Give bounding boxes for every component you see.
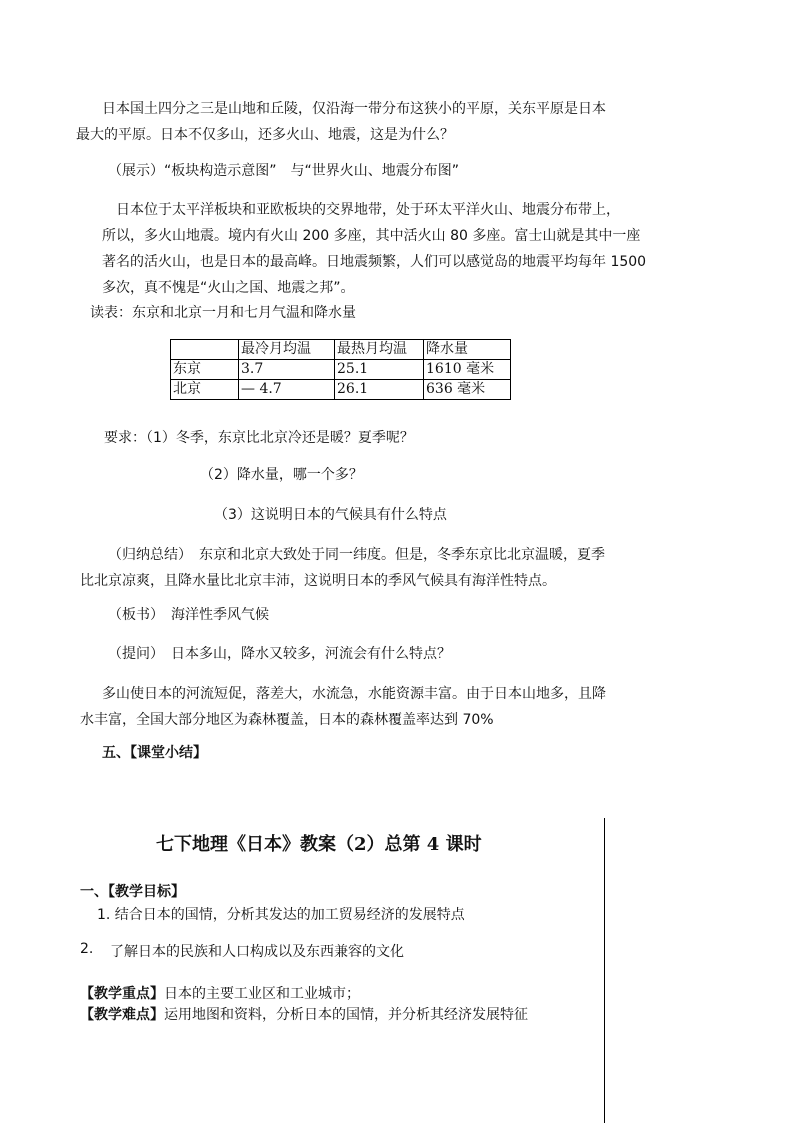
table-cell: 636 毫米 — [424, 380, 511, 400]
text-line: （归纳总结） 东京和北京大致处于同一纬度。但是，冬季东京比北京温暖，夏季 — [108, 547, 605, 563]
table-cell: 1610 毫米 — [424, 360, 511, 380]
table-row — [171, 380, 511, 400]
table-header-cell: 降水量 — [424, 340, 511, 360]
goals-heading: 一、【教学目标】 — [80, 884, 185, 900]
board-note: （板书） 海洋性季风气候 — [108, 607, 269, 623]
table-cell: 北京 — [171, 380, 239, 400]
plate-paragraph — [102, 197, 647, 301]
intro-paragraph — [76, 96, 622, 148]
goal-2: 了解日本的民族和人口构成以及东西兼容的文化 — [110, 944, 404, 960]
lesson-title: 七下地理《日本》教案（2）总第 4 课时 — [156, 834, 482, 855]
key-point-label: 【教学重点】 — [80, 986, 164, 1002]
section-5-heading: 五、【课堂小结】 — [102, 745, 207, 761]
requirement-2: （2）降水量，哪一个多？ — [200, 467, 363, 483]
text-line: 多山使日本的河流短促，落差大，水流急，水能资源丰富。由于日本山地多，且降 — [102, 686, 606, 702]
difficult-point — [80, 1004, 528, 1024]
table-header-cell: 最热月均温 — [335, 340, 424, 360]
table-row — [171, 360, 511, 380]
text-line: 所以，多火山地震。境内有火山 200 多座，其中活火山 80 多座。富士山就是其中一座 — [102, 228, 641, 244]
text-line: 多次，真不愧是“火山之国、地震之邦”。 — [102, 280, 355, 296]
table-cell: 26.1 — [335, 380, 424, 400]
summary-paragraph — [80, 542, 628, 594]
question-note: （提问） 日本多山，降水又较多，河流会有什么特点？ — [108, 646, 451, 662]
goal-2-number: 2. — [80, 941, 94, 957]
text-line: 水丰富，全国大部分地区为森林覆盖，日本的森林覆盖率达到 70% — [80, 712, 494, 728]
table-cell: — 4.7 — [239, 380, 335, 400]
page-divider-line — [604, 818, 605, 1123]
rivers-paragraph — [80, 681, 622, 733]
display-note: （展示）“板块构造示意图” 与“世界火山、地震分布图” — [108, 163, 460, 179]
text-line: 比北京凉爽，且降水量比北京丰沛，这说明日本的季风气候具有海洋性特点。 — [80, 573, 556, 589]
table-cell: 东京 — [171, 360, 239, 380]
table-header-cell — [171, 340, 239, 360]
text-line: 最大的平原。日本不仅多山，还多火山、地震，这是为什么？ — [76, 127, 454, 143]
climate-table — [170, 339, 511, 400]
text-line: 日本国土四分之三是山地和丘陵，仅沿海一带分布这狭小的平原，关东平原是日本 — [102, 101, 606, 117]
key-point — [80, 983, 360, 1003]
table-header-row — [171, 340, 511, 360]
difficult-point-text: 运用地图和资料，分析日本的国情，并分析其经济发展特征 — [164, 1007, 528, 1023]
text-line: 著名的活火山，也是日本的最高峰。日地震频繁，人们可以感觉岛的地震平均每年 1500 — [102, 254, 647, 270]
read-table-caption: 读表：东京和北京一月和七月气温和降水量 — [90, 305, 356, 321]
table-cell: 25.1 — [335, 360, 424, 380]
table-cell: 3.7 — [239, 360, 335, 380]
requirement-3: （3）这说明日本的气候具有什么特点 — [214, 507, 447, 523]
goal-1: 1. 结合日本的国情，分析其发达的加工贸易经济的发展特点 — [97, 907, 465, 923]
requirement-1: 要求：（1）冬季，东京比北京冷还是暖？夏季呢？ — [104, 430, 414, 446]
key-point-text: 日本的主要工业区和工业城市； — [164, 986, 360, 1002]
difficult-point-label: 【教学难点】 — [80, 1007, 164, 1023]
table-header-cell: 最冷月均温 — [239, 340, 335, 360]
text-line: 日本位于太平洋板块和亚欧板块的交界地带，处于环太平洋火山、地震分布带上， — [116, 202, 620, 218]
